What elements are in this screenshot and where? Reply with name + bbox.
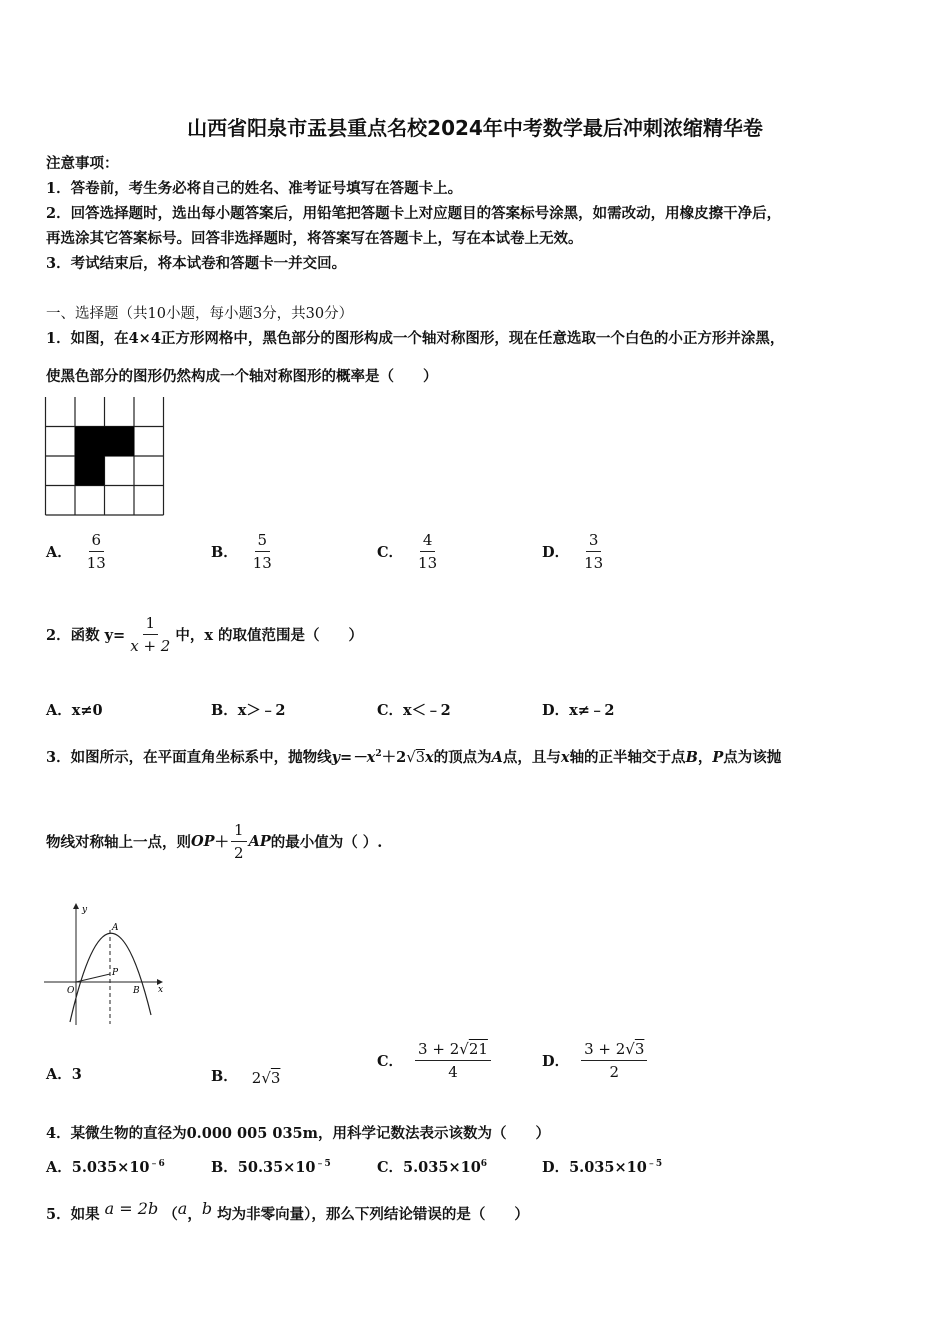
fraction-denominator: 13 bbox=[86, 554, 106, 572]
q3-radicand: 3 bbox=[415, 750, 425, 766]
option-num-part: 3 + 2 bbox=[418, 1040, 460, 1058]
q3-xvar: x bbox=[424, 749, 434, 766]
option-radicand: 3 bbox=[270, 1069, 281, 1087]
q1-grid-figure bbox=[44, 396, 166, 518]
q3-part: 的最小值为（ ）. bbox=[270, 834, 383, 851]
notice-item: 3．考试结束后，将本试卷和答题卡一并交回。 bbox=[46, 255, 347, 272]
option-label: B． bbox=[211, 1067, 238, 1085]
q2-prefix: 2．函数 y= bbox=[46, 627, 126, 644]
option-label: C． bbox=[377, 544, 404, 561]
q3-point: P bbox=[712, 749, 724, 766]
q5-expr: a = 2b bbox=[104, 1199, 159, 1218]
q1-option-d[interactable] bbox=[542, 531, 608, 572]
fraction-denominator: 2 bbox=[234, 844, 244, 862]
label-x: x bbox=[158, 985, 164, 995]
q4-text: 4．某微生物的直径为0.000 005 035m，用科学记数法表示该数为（ ） bbox=[46, 1125, 550, 1142]
q3-ap: AP bbox=[248, 833, 271, 850]
q3-expr: y=－x bbox=[331, 749, 376, 766]
q5-paren: （ bbox=[163, 1206, 178, 1223]
q5-text bbox=[46, 1199, 529, 1224]
q5-var-b: b bbox=[201, 1199, 213, 1218]
q1-text: 1．如图，在4×4正方形网格中，黑色部分的图形构成一个轴对称图形，现在任意选取一个白色的小正方形并涂黑， bbox=[46, 330, 785, 347]
fraction-numerator: 5 bbox=[255, 531, 271, 552]
q3-part: 点为该抛 bbox=[723, 749, 782, 766]
q3-part: 3．如图所示，在平面直角坐标系中，抛物线 bbox=[46, 749, 332, 766]
page-title: 山西省阳泉市盂县重点名校2024年中考数学最后冲刺浓缩精华卷 bbox=[187, 116, 763, 140]
option-radicand: 21 bbox=[468, 1040, 488, 1058]
option-label: A． bbox=[46, 1159, 72, 1176]
fraction-numerator: 1 bbox=[143, 614, 159, 635]
option-label: C． bbox=[377, 1053, 404, 1070]
q4-option-a[interactable] bbox=[46, 1156, 165, 1177]
option-base: 5.035×10 bbox=[403, 1159, 481, 1176]
sqrt-sign: √ bbox=[406, 748, 416, 766]
q5-suffix: 均为非零向量），那么下列结论错误的是（ ） bbox=[217, 1206, 529, 1223]
q4-option-d[interactable] bbox=[542, 1156, 662, 1177]
option-label: D． bbox=[542, 1159, 570, 1176]
q2-option-c[interactable]: C．x＜﹣2 bbox=[377, 702, 451, 719]
sqrt-sign: √ bbox=[261, 1069, 271, 1087]
option-label: D． bbox=[542, 544, 570, 561]
q5-prefix: 5．如果 bbox=[46, 1206, 100, 1223]
option-exponent: ﹣5 bbox=[646, 1159, 663, 1169]
q3-part: ， bbox=[697, 749, 713, 766]
q4-option-c[interactable] bbox=[377, 1156, 487, 1177]
q5-comma: ， bbox=[187, 1206, 202, 1223]
notice-heading: 注意事项： bbox=[46, 155, 119, 172]
fraction-numerator: 4 bbox=[420, 531, 436, 552]
q3-point: B bbox=[685, 749, 698, 766]
option-label: B． bbox=[211, 1159, 238, 1176]
q3-axis: x bbox=[560, 749, 570, 766]
segment-op bbox=[76, 974, 110, 982]
q3-op: OP bbox=[191, 833, 215, 850]
q3-plus: ＋2 bbox=[381, 749, 407, 766]
sqrt-sign: √ bbox=[625, 1040, 635, 1058]
q3-option-b[interactable] bbox=[211, 1063, 280, 1087]
label-p: P bbox=[112, 968, 119, 978]
option-radicand: 3 bbox=[634, 1040, 645, 1058]
label-o: O bbox=[67, 986, 75, 996]
notice-item: 1．答卷前，考生务必将自己的姓名、准考证号填写在答题卡上。 bbox=[46, 180, 463, 197]
q2-option-d[interactable]: D．x≠﹣2 bbox=[542, 702, 615, 719]
option-exponent: ﹣5 bbox=[315, 1159, 331, 1169]
fraction-denominator: 13 bbox=[418, 554, 438, 572]
q1-option-c[interactable] bbox=[377, 531, 442, 572]
fraction-denominator: 13 bbox=[252, 554, 272, 572]
option-coef: 2 bbox=[251, 1069, 262, 1087]
q3-exponent: 2 bbox=[375, 749, 382, 759]
sqrt-sign: √ bbox=[459, 1040, 469, 1058]
q2-suffix: 中，x 的取值范围是（ ） bbox=[175, 627, 364, 644]
q3-part: 点，且与 bbox=[502, 749, 561, 766]
q3-option-a[interactable] bbox=[46, 1063, 82, 1084]
option-exponent: ﹣6 bbox=[149, 1159, 165, 1169]
option-base: 5.035×10 bbox=[71, 1159, 150, 1176]
q4-option-b[interactable] bbox=[211, 1156, 331, 1177]
fraction-denominator: 4 bbox=[448, 1063, 458, 1081]
fraction-denominator: x + 2 bbox=[130, 637, 171, 655]
notice-item: 再选涂其它答案标号。回答非选择题时，将答案写在答题卡上，写在本试卷上无效。 bbox=[46, 230, 583, 247]
option-base: 5.035×10 bbox=[569, 1159, 647, 1176]
option-label: A． bbox=[46, 1066, 72, 1083]
fraction-numerator: 3 bbox=[586, 531, 602, 552]
q3-part: 物线对称轴上一点，则 bbox=[46, 834, 191, 851]
q1-text: 使黑色部分的图形仍然构成一个轴对称图形的概率是（ ） bbox=[46, 368, 438, 385]
q2-option-a[interactable]: A．x≠0 bbox=[46, 702, 103, 719]
label-y: y bbox=[82, 905, 88, 915]
q1-option-b[interactable] bbox=[211, 531, 277, 572]
option-label: B． bbox=[211, 544, 238, 561]
notice-item: 2．回答选择题时，选出每小题答案后，用铅笔把答题卡上对应题目的答案标号涂黑，如需改动，用橡皮擦干净后， bbox=[46, 205, 782, 222]
fraction-denominator: 13 bbox=[584, 554, 604, 572]
section-heading: 一、选择题（共10小题，每小题3分，共30分） bbox=[46, 306, 354, 322]
q5-var-a: a bbox=[177, 1199, 188, 1218]
option-label: A． bbox=[46, 544, 72, 561]
q1-option-a[interactable] bbox=[46, 531, 111, 572]
option-base: 50.35×10 bbox=[237, 1159, 316, 1176]
q3-point: A bbox=[491, 749, 503, 766]
fraction-numerator: 1 bbox=[231, 821, 247, 842]
q2-text bbox=[46, 614, 363, 655]
option-label: D． bbox=[542, 1053, 570, 1070]
q3-plus: ＋ bbox=[214, 834, 230, 851]
fraction-numerator: 6 bbox=[89, 531, 105, 552]
label-a: A bbox=[112, 923, 119, 933]
q3-part: 轴的正半轴交于点 bbox=[569, 749, 686, 766]
q3-parabola-figure bbox=[42, 900, 172, 1030]
option-value: 3 bbox=[71, 1066, 82, 1083]
q3-option-d[interactable] bbox=[542, 1040, 649, 1081]
q2-option-b[interactable]: B．x＞﹣2 bbox=[211, 702, 286, 719]
q3-option-c[interactable] bbox=[377, 1040, 493, 1081]
label-b: B bbox=[133, 986, 140, 996]
q3-text-line1 bbox=[46, 746, 781, 767]
fraction-denominator: 2 bbox=[609, 1063, 619, 1081]
option-exponent: 6 bbox=[480, 1159, 488, 1169]
q3-part: 的顶点为 bbox=[433, 749, 492, 766]
option-num-part: 3 + 2 bbox=[584, 1040, 626, 1058]
q3-text-line2 bbox=[46, 821, 382, 862]
option-label: C． bbox=[377, 1159, 404, 1176]
